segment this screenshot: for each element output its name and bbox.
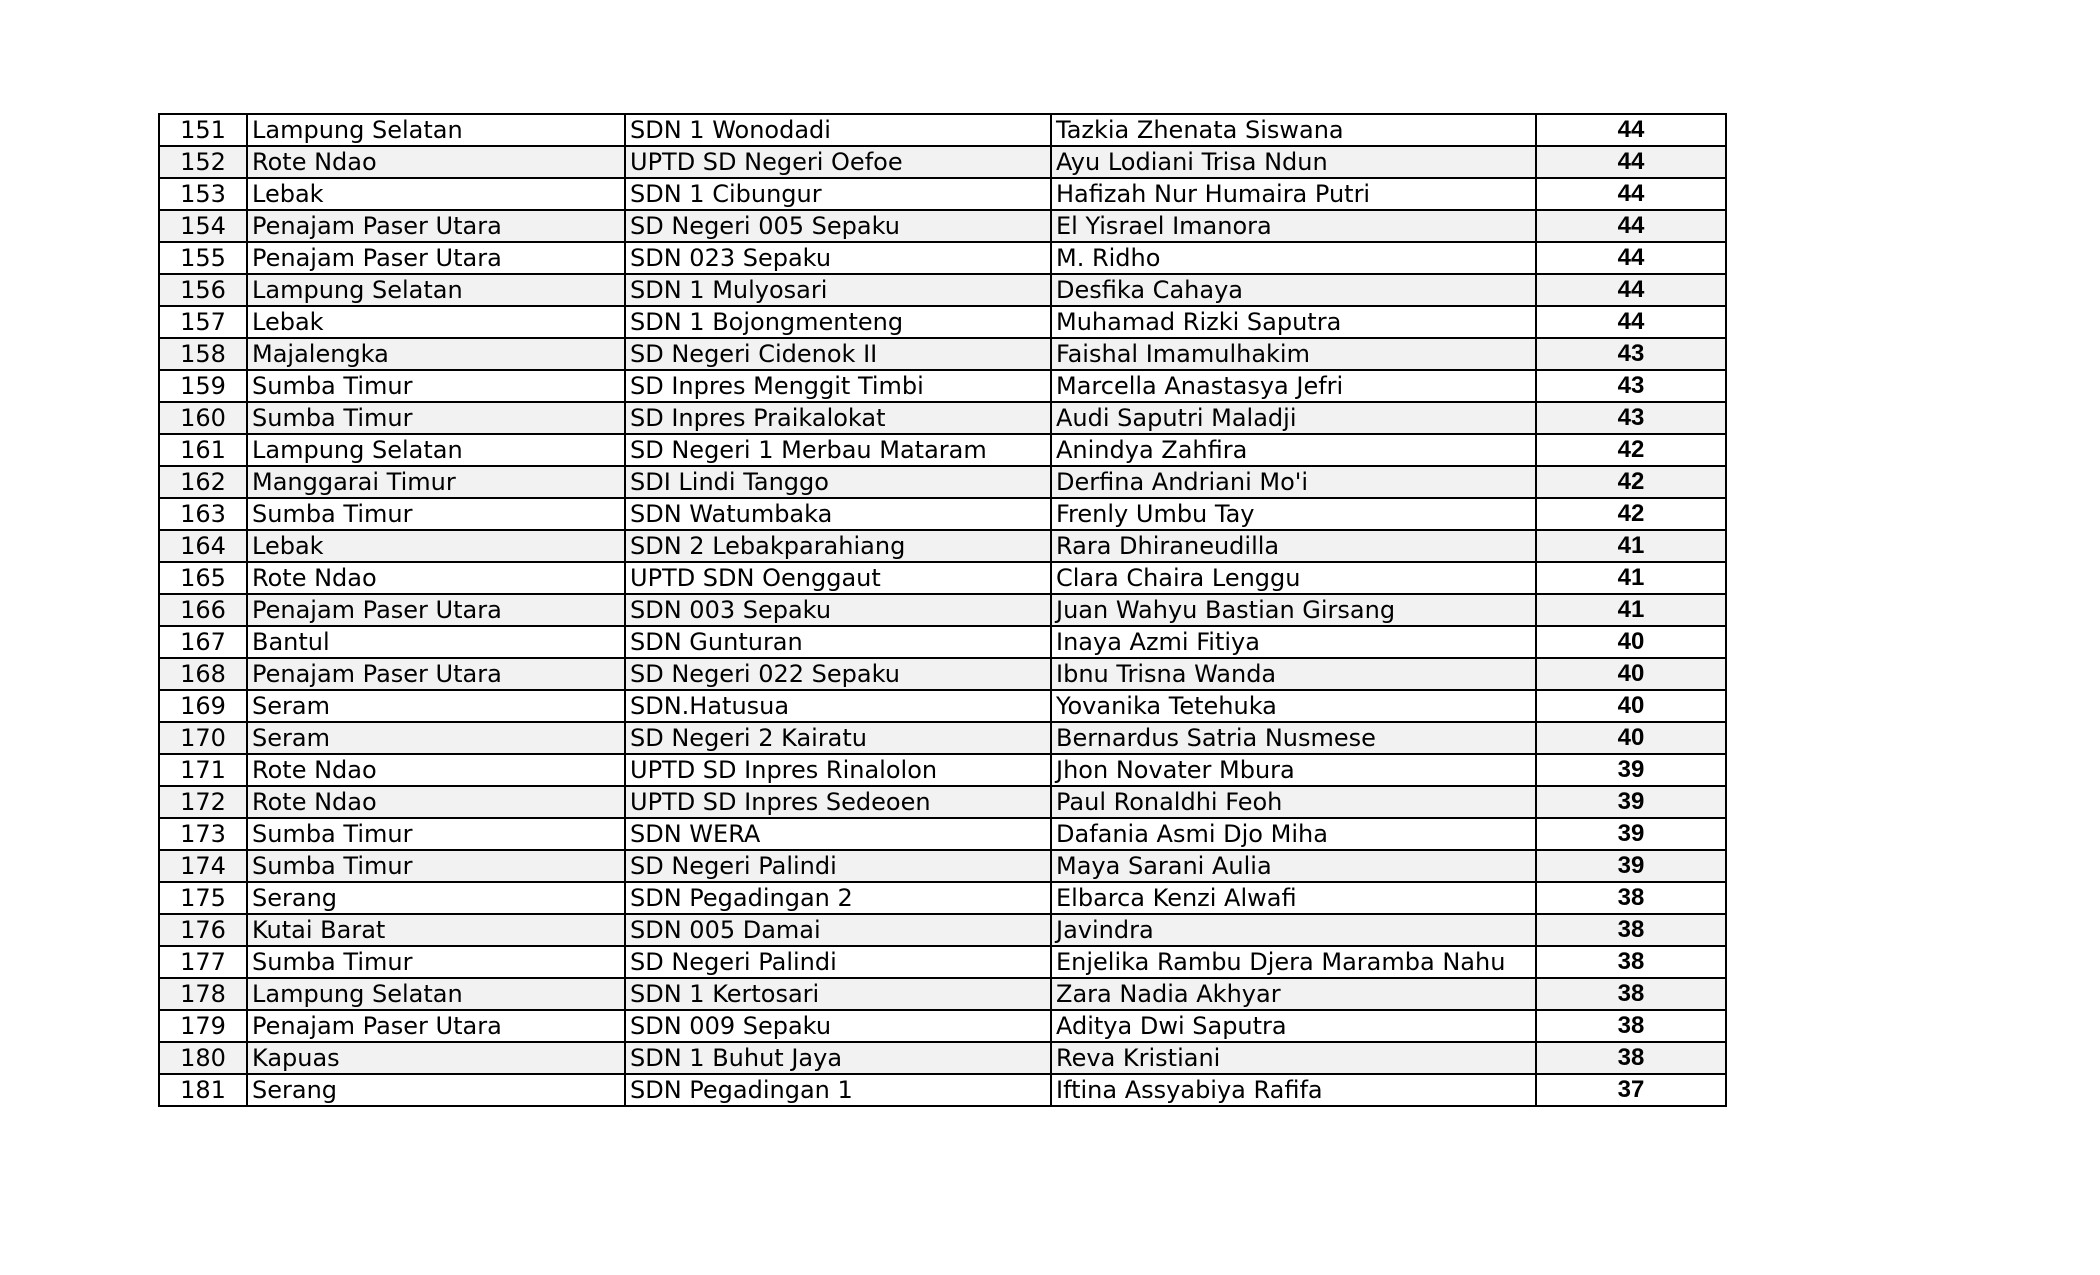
row-number-cell: 160 bbox=[159, 402, 247, 434]
row-number-cell: 169 bbox=[159, 690, 247, 722]
score-cell: 42 bbox=[1536, 498, 1726, 530]
region-cell: Sumba Timur bbox=[247, 850, 625, 882]
school-cell: SDN WERA bbox=[625, 818, 1051, 850]
row-number-cell: 171 bbox=[159, 754, 247, 786]
row-number-cell: 162 bbox=[159, 466, 247, 498]
student-name-cell: Aditya Dwi Saputra bbox=[1051, 1010, 1536, 1042]
student-name-cell: Reva Kristiani bbox=[1051, 1042, 1536, 1074]
student-name-cell: Audi Saputri Maladji bbox=[1051, 402, 1536, 434]
row-number-cell: 157 bbox=[159, 306, 247, 338]
school-cell: SD Negeri Palindi bbox=[625, 850, 1051, 882]
score-cell: 44 bbox=[1536, 178, 1726, 210]
region-cell: Penajam Paser Utara bbox=[247, 658, 625, 690]
school-cell: SDN 003 Sepaku bbox=[625, 594, 1051, 626]
school-cell: SD Negeri Cidenok II bbox=[625, 338, 1051, 370]
region-cell: Lebak bbox=[247, 530, 625, 562]
student-name-cell: Paul Ronaldhi Feoh bbox=[1051, 786, 1536, 818]
table-row bbox=[159, 754, 1726, 786]
school-cell: SD Negeri 2 Kairatu bbox=[625, 722, 1051, 754]
school-cell: SDN 1 Kertosari bbox=[625, 978, 1051, 1010]
table-row bbox=[159, 434, 1726, 466]
row-number-cell: 155 bbox=[159, 242, 247, 274]
student-name-cell: El Yisrael Imanora bbox=[1051, 210, 1536, 242]
school-cell: UPTD SD Inpres Sedeoen bbox=[625, 786, 1051, 818]
table-row bbox=[159, 1042, 1726, 1074]
score-cell: 37 bbox=[1536, 1074, 1726, 1106]
school-cell: SDN Watumbaka bbox=[625, 498, 1051, 530]
table-row bbox=[159, 690, 1726, 722]
results-table bbox=[158, 113, 1727, 1107]
region-cell: Rote Ndao bbox=[247, 786, 625, 818]
school-cell: SDN 1 Buhut Jaya bbox=[625, 1042, 1051, 1074]
score-cell: 44 bbox=[1536, 306, 1726, 338]
table-row bbox=[159, 530, 1726, 562]
student-name-cell: Hafizah Nur Humaira Putri bbox=[1051, 178, 1536, 210]
row-number-cell: 156 bbox=[159, 274, 247, 306]
score-cell: 38 bbox=[1536, 914, 1726, 946]
student-name-cell: Enjelika Rambu Djera Maramba Nahu bbox=[1051, 946, 1536, 978]
score-cell: 39 bbox=[1536, 818, 1726, 850]
school-cell: SD Inpres Praikalokat bbox=[625, 402, 1051, 434]
region-cell: Kapuas bbox=[247, 1042, 625, 1074]
table-row bbox=[159, 242, 1726, 274]
region-cell: Kutai Barat bbox=[247, 914, 625, 946]
score-cell: 44 bbox=[1536, 210, 1726, 242]
region-cell: Penajam Paser Utara bbox=[247, 210, 625, 242]
student-name-cell: Jhon Novater Mbura bbox=[1051, 754, 1536, 786]
table-row bbox=[159, 178, 1726, 210]
row-number-cell: 180 bbox=[159, 1042, 247, 1074]
table-row bbox=[159, 658, 1726, 690]
student-name-cell: Yovanika Tetehuka bbox=[1051, 690, 1536, 722]
table-row bbox=[159, 306, 1726, 338]
region-cell: Seram bbox=[247, 722, 625, 754]
student-name-cell: Rara Dhiraneudilla bbox=[1051, 530, 1536, 562]
student-name-cell: Faishal Imamulhakim bbox=[1051, 338, 1536, 370]
score-cell: 43 bbox=[1536, 370, 1726, 402]
row-number-cell: 159 bbox=[159, 370, 247, 402]
row-number-cell: 153 bbox=[159, 178, 247, 210]
region-cell: Lampung Selatan bbox=[247, 274, 625, 306]
table-row bbox=[159, 818, 1726, 850]
student-name-cell: Maya Sarani Aulia bbox=[1051, 850, 1536, 882]
row-number-cell: 158 bbox=[159, 338, 247, 370]
student-name-cell: Ayu Lodiani Trisa Ndun bbox=[1051, 146, 1536, 178]
region-cell: Lampung Selatan bbox=[247, 434, 625, 466]
row-number-cell: 154 bbox=[159, 210, 247, 242]
table-row bbox=[159, 626, 1726, 658]
score-cell: 40 bbox=[1536, 722, 1726, 754]
school-cell: SDN 2 Lebakparahiang bbox=[625, 530, 1051, 562]
score-cell: 38 bbox=[1536, 1010, 1726, 1042]
student-name-cell: Iftina Assyabiya Rafifa bbox=[1051, 1074, 1536, 1106]
table-row bbox=[159, 946, 1726, 978]
region-cell: Majalengka bbox=[247, 338, 625, 370]
score-cell: 44 bbox=[1536, 146, 1726, 178]
row-number-cell: 161 bbox=[159, 434, 247, 466]
region-cell: Sumba Timur bbox=[247, 402, 625, 434]
score-cell: 43 bbox=[1536, 338, 1726, 370]
student-name-cell: Bernardus Satria Nusmese bbox=[1051, 722, 1536, 754]
table-row bbox=[159, 914, 1726, 946]
row-number-cell: 165 bbox=[159, 562, 247, 594]
score-cell: 44 bbox=[1536, 274, 1726, 306]
student-name-cell: Dafania Asmi Djo Miha bbox=[1051, 818, 1536, 850]
student-name-cell: Zara Nadia Akhyar bbox=[1051, 978, 1536, 1010]
region-cell: Lebak bbox=[247, 306, 625, 338]
row-number-cell: 172 bbox=[159, 786, 247, 818]
table-row bbox=[159, 1010, 1726, 1042]
results-table-body bbox=[159, 114, 1726, 1106]
table-row bbox=[159, 850, 1726, 882]
region-cell: Lebak bbox=[247, 178, 625, 210]
region-cell: Rote Ndao bbox=[247, 562, 625, 594]
score-cell: 44 bbox=[1536, 242, 1726, 274]
school-cell: SDN 1 Bojongmenteng bbox=[625, 306, 1051, 338]
table-row bbox=[159, 274, 1726, 306]
score-cell: 42 bbox=[1536, 434, 1726, 466]
row-number-cell: 164 bbox=[159, 530, 247, 562]
student-name-cell: Ibnu Trisna Wanda bbox=[1051, 658, 1536, 690]
school-cell: SDN 1 Mulyosari bbox=[625, 274, 1051, 306]
student-name-cell: Muhamad Rizki Saputra bbox=[1051, 306, 1536, 338]
table-row bbox=[159, 114, 1726, 146]
score-cell: 39 bbox=[1536, 754, 1726, 786]
student-name-cell: Juan Wahyu Bastian Girsang bbox=[1051, 594, 1536, 626]
region-cell: Sumba Timur bbox=[247, 946, 625, 978]
student-name-cell: Anindya Zahfira bbox=[1051, 434, 1536, 466]
table-row bbox=[159, 1074, 1726, 1106]
student-name-cell: M. Ridho bbox=[1051, 242, 1536, 274]
row-number-cell: 166 bbox=[159, 594, 247, 626]
region-cell: Rote Ndao bbox=[247, 146, 625, 178]
table-row bbox=[159, 498, 1726, 530]
row-number-cell: 174 bbox=[159, 850, 247, 882]
score-cell: 44 bbox=[1536, 114, 1726, 146]
score-cell: 38 bbox=[1536, 1042, 1726, 1074]
school-cell: SDN 005 Damai bbox=[625, 914, 1051, 946]
student-name-cell: Marcella Anastasya Jefri bbox=[1051, 370, 1536, 402]
table-row bbox=[159, 402, 1726, 434]
table-row bbox=[159, 338, 1726, 370]
score-cell: 40 bbox=[1536, 690, 1726, 722]
region-cell: Serang bbox=[247, 1074, 625, 1106]
region-cell: Penajam Paser Utara bbox=[247, 1010, 625, 1042]
region-cell: Sumba Timur bbox=[247, 498, 625, 530]
row-number-cell: 151 bbox=[159, 114, 247, 146]
row-number-cell: 173 bbox=[159, 818, 247, 850]
table-row bbox=[159, 370, 1726, 402]
row-number-cell: 176 bbox=[159, 914, 247, 946]
school-cell: SD Negeri 005 Sepaku bbox=[625, 210, 1051, 242]
student-name-cell: Derfina Andriani Mo'i bbox=[1051, 466, 1536, 498]
school-cell: SD Negeri 022 Sepaku bbox=[625, 658, 1051, 690]
region-cell: Sumba Timur bbox=[247, 818, 625, 850]
score-cell: 39 bbox=[1536, 850, 1726, 882]
row-number-cell: 175 bbox=[159, 882, 247, 914]
row-number-cell: 181 bbox=[159, 1074, 247, 1106]
school-cell: SDN 1 Cibungur bbox=[625, 178, 1051, 210]
score-cell: 40 bbox=[1536, 626, 1726, 658]
school-cell: SD Negeri Palindi bbox=[625, 946, 1051, 978]
school-cell: UPTD SD Negeri Oefoe bbox=[625, 146, 1051, 178]
score-cell: 41 bbox=[1536, 594, 1726, 626]
row-number-cell: 163 bbox=[159, 498, 247, 530]
row-number-cell: 170 bbox=[159, 722, 247, 754]
student-name-cell: Clara Chaira Lenggu bbox=[1051, 562, 1536, 594]
score-cell: 41 bbox=[1536, 562, 1726, 594]
student-name-cell: Javindra bbox=[1051, 914, 1536, 946]
region-cell: Penajam Paser Utara bbox=[247, 242, 625, 274]
student-name-cell: Elbarca Kenzi Alwafi bbox=[1051, 882, 1536, 914]
region-cell: Sumba Timur bbox=[247, 370, 625, 402]
table-row bbox=[159, 594, 1726, 626]
score-cell: 38 bbox=[1536, 882, 1726, 914]
student-name-cell: Inaya Azmi Fitiya bbox=[1051, 626, 1536, 658]
school-cell: SDN.Hatusua bbox=[625, 690, 1051, 722]
school-cell: UPTD SD Inpres Rinalolon bbox=[625, 754, 1051, 786]
region-cell: Bantul bbox=[247, 626, 625, 658]
score-cell: 43 bbox=[1536, 402, 1726, 434]
region-cell: Penajam Paser Utara bbox=[247, 594, 625, 626]
row-number-cell: 168 bbox=[159, 658, 247, 690]
school-cell: UPTD SDN Oenggaut bbox=[625, 562, 1051, 594]
region-cell: Manggarai Timur bbox=[247, 466, 625, 498]
school-cell: SDN 009 Sepaku bbox=[625, 1010, 1051, 1042]
row-number-cell: 152 bbox=[159, 146, 247, 178]
score-cell: 38 bbox=[1536, 978, 1726, 1010]
table-row bbox=[159, 210, 1726, 242]
score-cell: 41 bbox=[1536, 530, 1726, 562]
region-cell: Lampung Selatan bbox=[247, 978, 625, 1010]
school-cell: SDN Pegadingan 2 bbox=[625, 882, 1051, 914]
table-row bbox=[159, 562, 1726, 594]
school-cell: SD Inpres Menggit Timbi bbox=[625, 370, 1051, 402]
score-cell: 39 bbox=[1536, 786, 1726, 818]
school-cell: SDN 023 Sepaku bbox=[625, 242, 1051, 274]
region-cell: Rote Ndao bbox=[247, 754, 625, 786]
school-cell: SDN Pegadingan 1 bbox=[625, 1074, 1051, 1106]
region-cell: Lampung Selatan bbox=[247, 114, 625, 146]
school-cell: SD Negeri 1 Merbau Mataram bbox=[625, 434, 1051, 466]
school-cell: SDI Lindi Tanggo bbox=[625, 466, 1051, 498]
table-row bbox=[159, 978, 1726, 1010]
row-number-cell: 167 bbox=[159, 626, 247, 658]
school-cell: SDN Gunturan bbox=[625, 626, 1051, 658]
table-row bbox=[159, 146, 1726, 178]
region-cell: Seram bbox=[247, 690, 625, 722]
row-number-cell: 178 bbox=[159, 978, 247, 1010]
school-cell: SDN 1 Wonodadi bbox=[625, 114, 1051, 146]
region-cell: Serang bbox=[247, 882, 625, 914]
row-number-cell: 179 bbox=[159, 1010, 247, 1042]
score-cell: 40 bbox=[1536, 658, 1726, 690]
score-cell: 38 bbox=[1536, 946, 1726, 978]
table-row bbox=[159, 466, 1726, 498]
score-cell: 42 bbox=[1536, 466, 1726, 498]
table-row bbox=[159, 882, 1726, 914]
table-row bbox=[159, 722, 1726, 754]
table-row bbox=[159, 786, 1726, 818]
student-name-cell: Desfika Cahaya bbox=[1051, 274, 1536, 306]
student-name-cell: Frenly Umbu Tay bbox=[1051, 498, 1536, 530]
student-name-cell: Tazkia Zhenata Siswana bbox=[1051, 114, 1536, 146]
row-number-cell: 177 bbox=[159, 946, 247, 978]
